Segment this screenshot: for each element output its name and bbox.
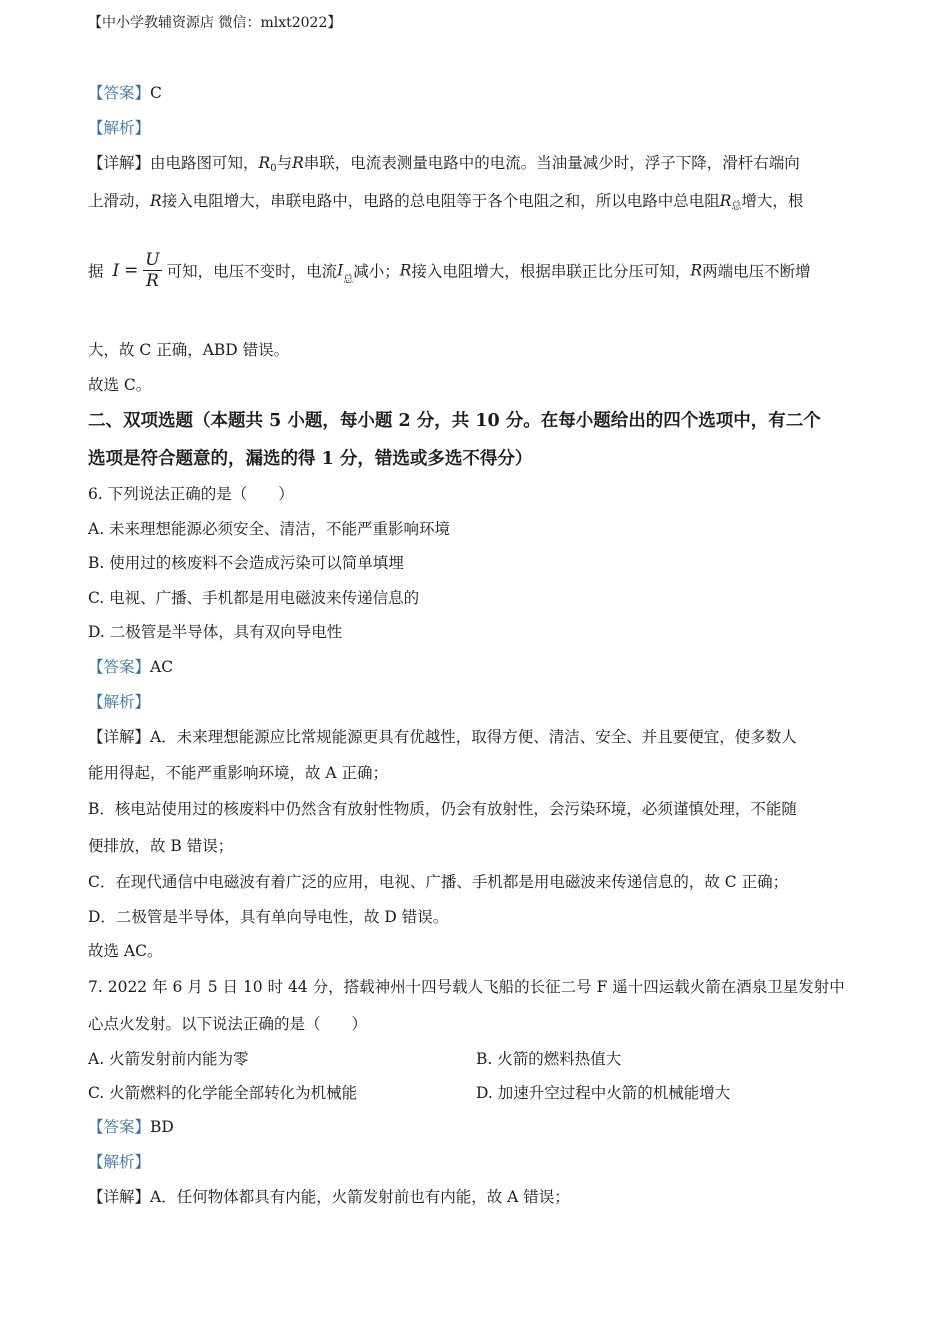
- question-stem: 6. 下列说法正确的是（ ）: [88, 485, 294, 503]
- option-a: A. 火箭发射前内能为零: [88, 1050, 249, 1068]
- option-d: D. 二极管是半导体，具有双向导电性: [88, 623, 343, 641]
- detail-line: [88, 1185, 570, 1207]
- var-i: I: [112, 260, 120, 281]
- var-r0: R: [258, 154, 271, 172]
- question-stem: 7. 2022 年 6 月 5 日 10 时 44 分，搭载神州十四号载人飞船的长征二号 F 遥十四运载火箭在酒泉卫星发射中: [88, 978, 845, 996]
- text: 与: [276, 154, 293, 172]
- analysis-label: 【解析】: [88, 1153, 151, 1171]
- answer-value: BD: [150, 1118, 174, 1136]
- answer-line: [88, 655, 173, 677]
- detail-label: 【详解】: [88, 728, 151, 746]
- detail-line-formula: [88, 250, 811, 291]
- detail-label: 【详解】: [88, 154, 151, 172]
- answer-label: 【答案】: [88, 84, 151, 102]
- option-b: B. 使用过的核废料不会造成污染可以简单填埋: [88, 554, 404, 572]
- var-r: R: [719, 192, 732, 210]
- var-i: I: [337, 261, 344, 280]
- var-r: R: [399, 261, 412, 280]
- detail-label: 【详解】: [88, 1188, 151, 1206]
- detail-line: D．二极管是半导体，具有单向导电性，故 D 错误。: [88, 908, 449, 926]
- text: 可知，电压不变时，电流: [166, 262, 338, 281]
- text: 上滑动，: [88, 192, 151, 210]
- answer-value: AC: [150, 658, 174, 676]
- detail-line: 大，故 C 正确，ABD 错误。: [88, 341, 290, 359]
- text: A．未来理想能源应比常规能源更具有优越性，取得方便、清洁、安全、并且要便宜，使多数人: [150, 728, 797, 746]
- var-r: R: [690, 261, 703, 280]
- text: A．任何物体都具有内能，火箭发射前也有内能，故 A 错误；: [150, 1188, 570, 1206]
- option-a: A. 未来理想能源必须安全、清洁，不能严重影响环境: [88, 520, 451, 538]
- section-heading: 选项是符合题意的，漏选的得 1 分，错选或多选不得分）: [88, 449, 533, 469]
- text: 串联，电流表测量电路中的电流。当油量减少时，浮子下降，滑杆右端向: [303, 154, 800, 172]
- section-heading: 二、双项选题（本题共 5 小题，每小题 2 分，共 10 分。在每小题给出的四个选项中，有二个: [88, 411, 821, 431]
- detail-line: C．在现代通信中电磁波有着广泛的应用，电视、广播、手机都是用电磁波来传递信息的，故 C 正确；: [88, 873, 789, 891]
- answer-label: 【答案】: [88, 1118, 151, 1136]
- detail-line: B．核电站使用过的核废料中仍然含有放射性物质，仍会有放射性，会污染环境，必须谨慎处理，不能随: [88, 800, 797, 818]
- answer-line: [88, 81, 162, 103]
- subscript: 0: [270, 163, 277, 174]
- page-header: 【中小学教辅资源店 微信：mlxt2022】: [88, 15, 342, 31]
- text: 两端电压不断增: [702, 262, 811, 281]
- var-r: R: [292, 154, 304, 172]
- answer-value: C: [150, 84, 162, 102]
- answer-label: 【答案】: [88, 658, 151, 676]
- detail-line: 能用得起，不能严重影响环境，故 A 正确；: [88, 764, 389, 782]
- text: 由电路图可知，: [150, 154, 259, 172]
- subscript: 总: [343, 274, 354, 286]
- option-b: B. 火箭的燃料热值大: [476, 1050, 622, 1068]
- option-c: C. 电视、广播、手机都是用电磁波来传递信息的: [88, 589, 420, 607]
- option-c: C. 火箭燃料的化学能全部转化为机械能: [88, 1084, 358, 1102]
- text: 据: [88, 262, 104, 281]
- detail-line: [88, 189, 803, 212]
- equals: =: [124, 260, 139, 281]
- detail-line: [88, 151, 800, 174]
- answer-line: [88, 1115, 174, 1137]
- denominator: R: [146, 271, 159, 291]
- question-stem: 心点火发射。以下说法正确的是（ ）: [88, 1015, 368, 1033]
- text: 减小；: [353, 262, 400, 281]
- numerator: U: [145, 250, 160, 270]
- text: 接入电阻增大，串联电路中，电路的总电阻等于各个电阻之和，所以电路中总电阻: [161, 192, 720, 210]
- analysis-label: 【解析】: [88, 119, 151, 137]
- var-r: R: [150, 192, 162, 210]
- text: 增大，根: [741, 192, 804, 210]
- detail-line: 便排放，故 B 错误；: [88, 837, 234, 855]
- subscript: 总: [731, 201, 742, 212]
- formula-fraction: [143, 250, 161, 291]
- detail-line: [88, 725, 797, 747]
- option-d: D. 加速升空过程中火箭的机械能增大: [476, 1084, 731, 1102]
- conclusion: 故选 AC。: [88, 942, 163, 960]
- text: 接入电阻增大，根据串联正比分压可知，: [411, 262, 691, 281]
- conclusion: 故选 C。: [88, 376, 152, 394]
- analysis-label: 【解析】: [88, 693, 151, 711]
